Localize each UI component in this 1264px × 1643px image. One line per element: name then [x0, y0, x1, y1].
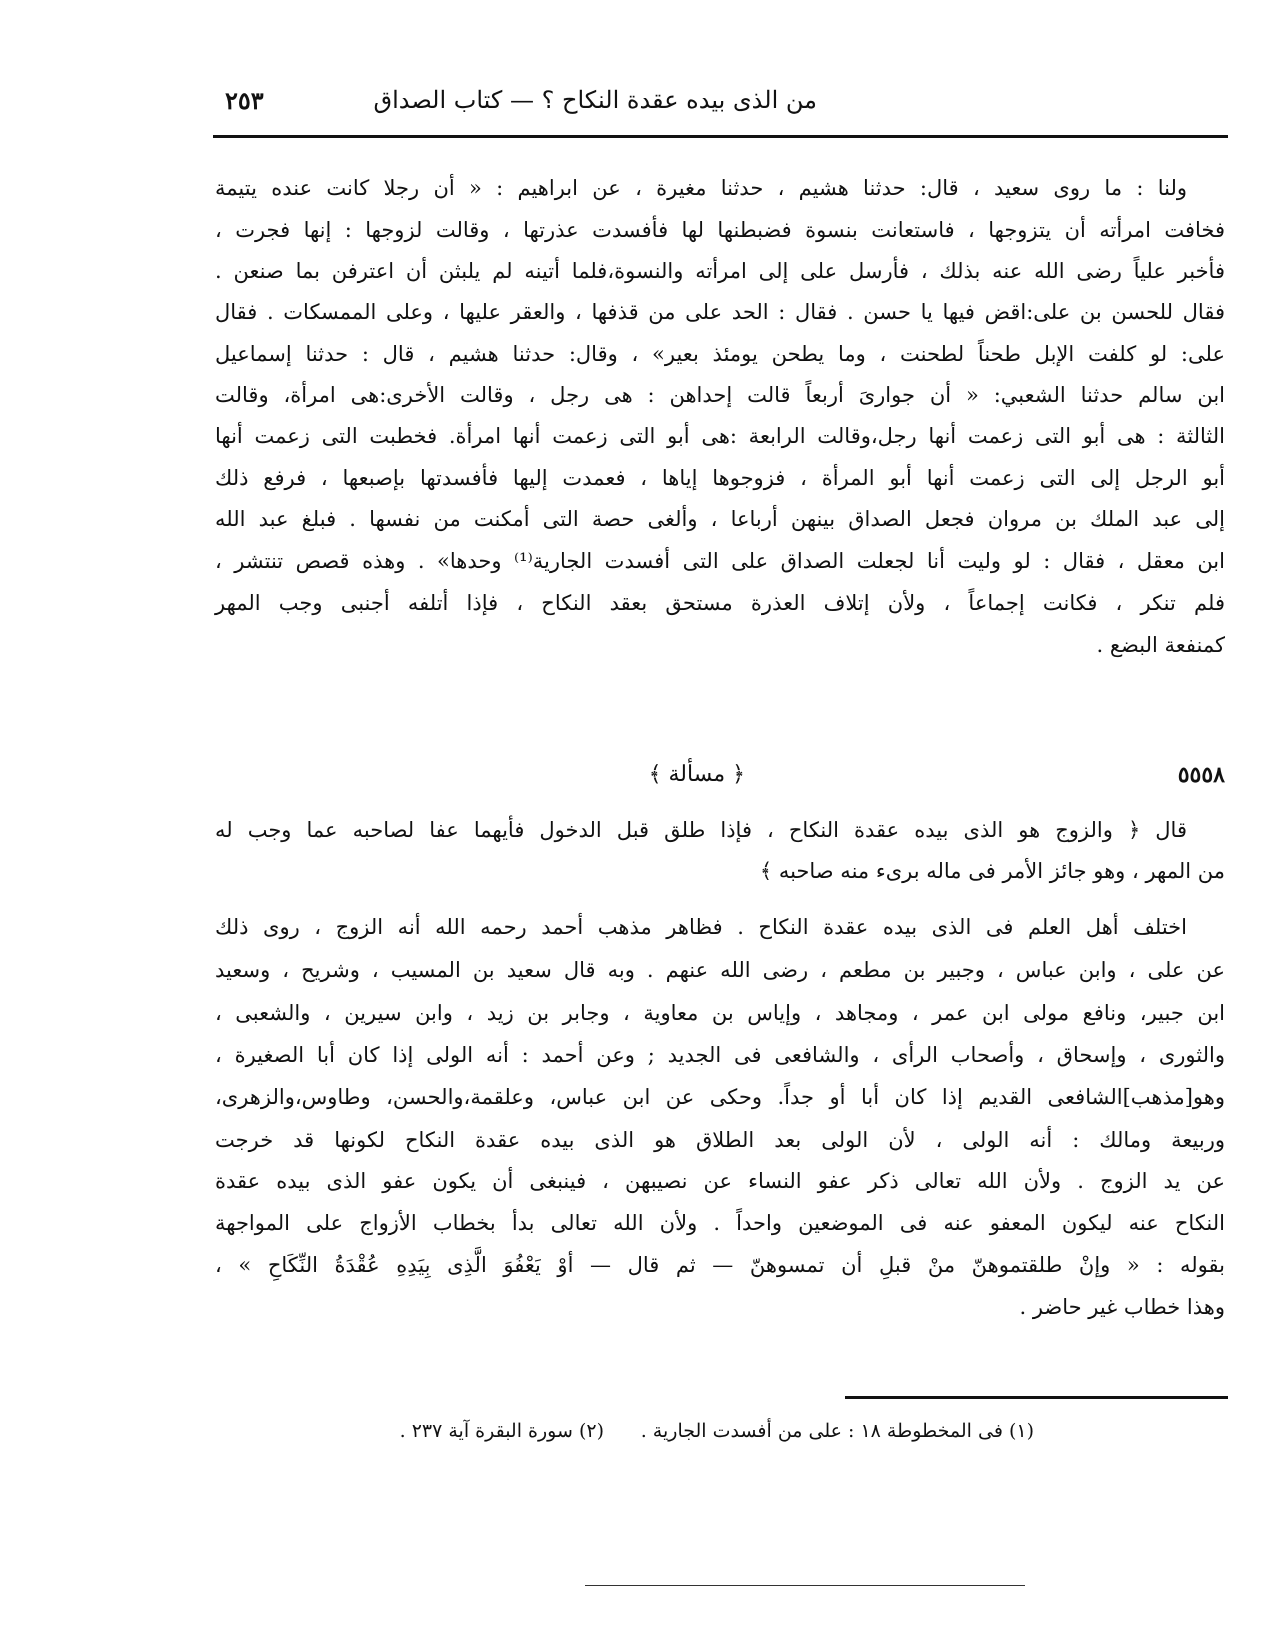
page-number: ٢٥٣ — [225, 86, 264, 115]
text-line: ولنا : ما روى سعيد ، قال: حدثنا هشيم ، حدثنا مغيرة ، عن ابراهيم : « أن رجلا كانت عنده يتيمة — [215, 176, 1187, 200]
text-line: وربيعة ومالك : أنه الولى ، لأن الولى بعد الطلاق هو الذى بيده عقدة النكاح لكونها قد خرجت — [215, 1128, 1225, 1152]
text-line: إلى عبد الملك بن مروان فجعل الصداق بينهن أرباعا ، وألغى حصة التى أمكنت من نفسها . فبلغ عبد الله — [215, 507, 1225, 531]
text-line: وهو[مذهب]الشافعى القديم إذا كان أبا أو جداً. وحكى عن ابن عباس، وعلقمة،والحسن، وطاوس،والزهرى، — [215, 1085, 1225, 1109]
header-title: من الذى بيده عقدة النكاح ؟ — كتاب الصداق — [373, 86, 817, 114]
text-line: فلم تنكر ، فكانت إجماعاً ، ولأن إتلاف العذرة مستحق بعقد النكاح ، فإذا أتلفه أجنبى وجب المهر — [215, 591, 1225, 615]
header-rule — [213, 135, 1228, 138]
section-heading — [215, 762, 1225, 794]
text-line: النكاح عنه ليكون المعفو عنه فى الموضعين واحداً . ولأن الله تعالى بدأ بخطاب الأزواج على المواجهة — [215, 1211, 1225, 1235]
section-title: ﴿ مسألة ﴾ — [648, 762, 745, 787]
text-line: عن يد الزوج . ولأن الله تعالى ذكر عفو النساء عن نصيبهن ، فينبغى أن يكون عفو الذى بيده عقدة — [215, 1169, 1225, 1193]
text-line: فخافت امرأته أن يتزوجها ، فاستعانت بنسوة فضبطنها لها فأفسدت عذرتها ، وقالت لزوجها : إنها فجرت ، — [215, 218, 1225, 242]
footnote-rule — [845, 1396, 1228, 1399]
text-line: بقوله : « وإنْ طلقتموهنّ منْ قبلِ أن تمسوهنّ — ثم قال — أوْ يَعْفُوَ الَّذِى بِيَدِهِ عُقْدَةُ النِّكَاحِ » ، — [215, 1253, 1225, 1277]
bottom-rule — [585, 1585, 1025, 1586]
section-number: ٥٥٥٨ — [1177, 762, 1225, 788]
text-line: ابن سالم حدثنا الشعبي: « أن جوارىَ أربعاً قالت إحداهن : هى رجل ، وقالت الأخرى:هى امرأة، وقالت — [215, 383, 1225, 407]
text-line: من المهر ، وهو جائز الأمر فى ماله برىء منه صاحبه ﴾ — [759, 859, 1225, 883]
text-line: ابن جبير، ونافع مولى ابن عمر ، ومجاهد ، وإياس بن معاوية ، وجابر بن زيد ، وابن سيرين ، والشعبى ، — [215, 1001, 1225, 1025]
running-header — [215, 86, 1227, 126]
footnote-2: (٢) سورة البقرة آية ٢٣٧ . — [399, 1420, 604, 1442]
text-line: فأخبر علياً رضى الله عنه بذلك ، فأرسل على إلى امرأته والنسوة،فلما أتينه لم يلبثن أن اعترفن بما صنعن . — [215, 259, 1225, 283]
text-line: قال ﴿ والزوج هو الذى بيده عقدة النكاح ، فإذا طلق قبل الدخول فأيهما عفا لصاحبه عما وجب له — [215, 818, 1187, 842]
text-line: الثالثة : هى أبو التى زعمت أنها رجل،وقالت الرابعة :هى أبو التى زعمت أنها امرأة. فخطبت التى زعمت أنها — [215, 424, 1225, 448]
text-line: فقال للحسن بن على:اقض فيها يا حسن . فقال : الحد على من قذفها ، والعقر عليها ، وعلى الممسكات . فقال — [215, 300, 1225, 324]
text-line: وهذا خطاب غير حاضر . — [1019, 1295, 1225, 1319]
text-line: عن على ، وابن عباس ، وجبير بن مطعم ، رضى الله عنهم . وبه قال سعيد بن المسيب ، وشريح ، وسعيد — [215, 958, 1225, 982]
text-line: أبو الرجل إلى التى زعمت أنها أبو المرأة ، فزوجوها إياها ، فعمدت إليها فأفسدتها بإصبعها ، فرفع ذلك — [215, 466, 1225, 490]
text-line: اختلف أهل العلم فى الذى بيده عقدة النكاح . فظاهر مذهب أحمد رحمه الله أنه الزوج ، روى ذلك — [215, 915, 1187, 939]
text-line: ابن معقل ، فقال : لو وليت أنا لجعلت الصداق على التى أفسدت الجارية⁽¹⁾ وحدها» . وهذه قصص تنتشر ، — [215, 549, 1225, 573]
text-line: والثورى ، وإسحاق ، وأصحاب الرأى ، والشافعى فى الجديد ; وعن أحمد : أنه الولى إذا كان أبا الصغيرة ، — [215, 1043, 1225, 1067]
text-line: على: لو كلفت الإبل طحناً لطحنت ، وما يطحن يومئذ بعير» ، وقال: حدثنا هشيم ، قال : حدثنا إسماعيل — [215, 342, 1225, 366]
text-line: كمنفعة البضع . — [1096, 633, 1225, 657]
footnote-1: (١) فى المخطوطة ١٨ : على من أفسدت الجارية . — [640, 1420, 1034, 1442]
